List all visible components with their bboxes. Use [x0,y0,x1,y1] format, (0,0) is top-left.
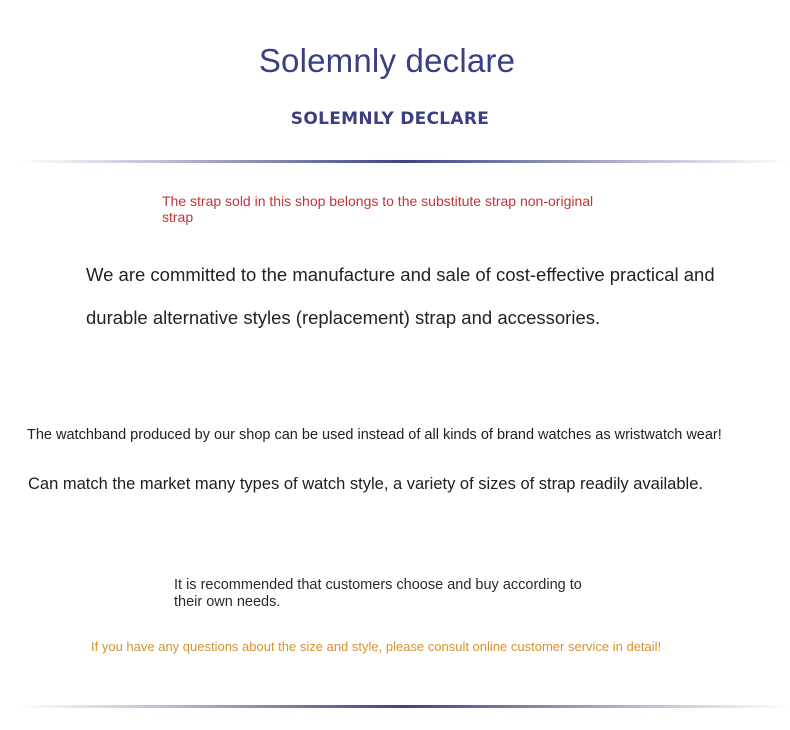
commitment-statement: We are committed to the manufacture and sale of cost-effective practical and durable alternative styles (replacement) strap and accessories. [86,264,715,328]
bottom-divider [18,705,790,708]
recommendation-text: It is recommended that customers choose and buy according to their own needs. [174,577,582,610]
watchband-use-text: The watchband produced by our shop can be used instead of all kinds of brand watches as wristwatch wear! [27,427,722,443]
consult-service-text: If you have any questions about the size and style, please consult online customer service in detail! [91,639,662,654]
top-divider [18,160,790,163]
strap-note: The strap sold in this shop belongs to the substitute strap non-original strap [162,193,594,225]
market-match-text: Can match the market many types of watch style, a variety of sizes of strap readily available. [28,475,703,493]
page-title: Solemnly declare [258,42,516,79]
page-subtitle: SOLEMNLY DECLARE [290,109,490,129]
